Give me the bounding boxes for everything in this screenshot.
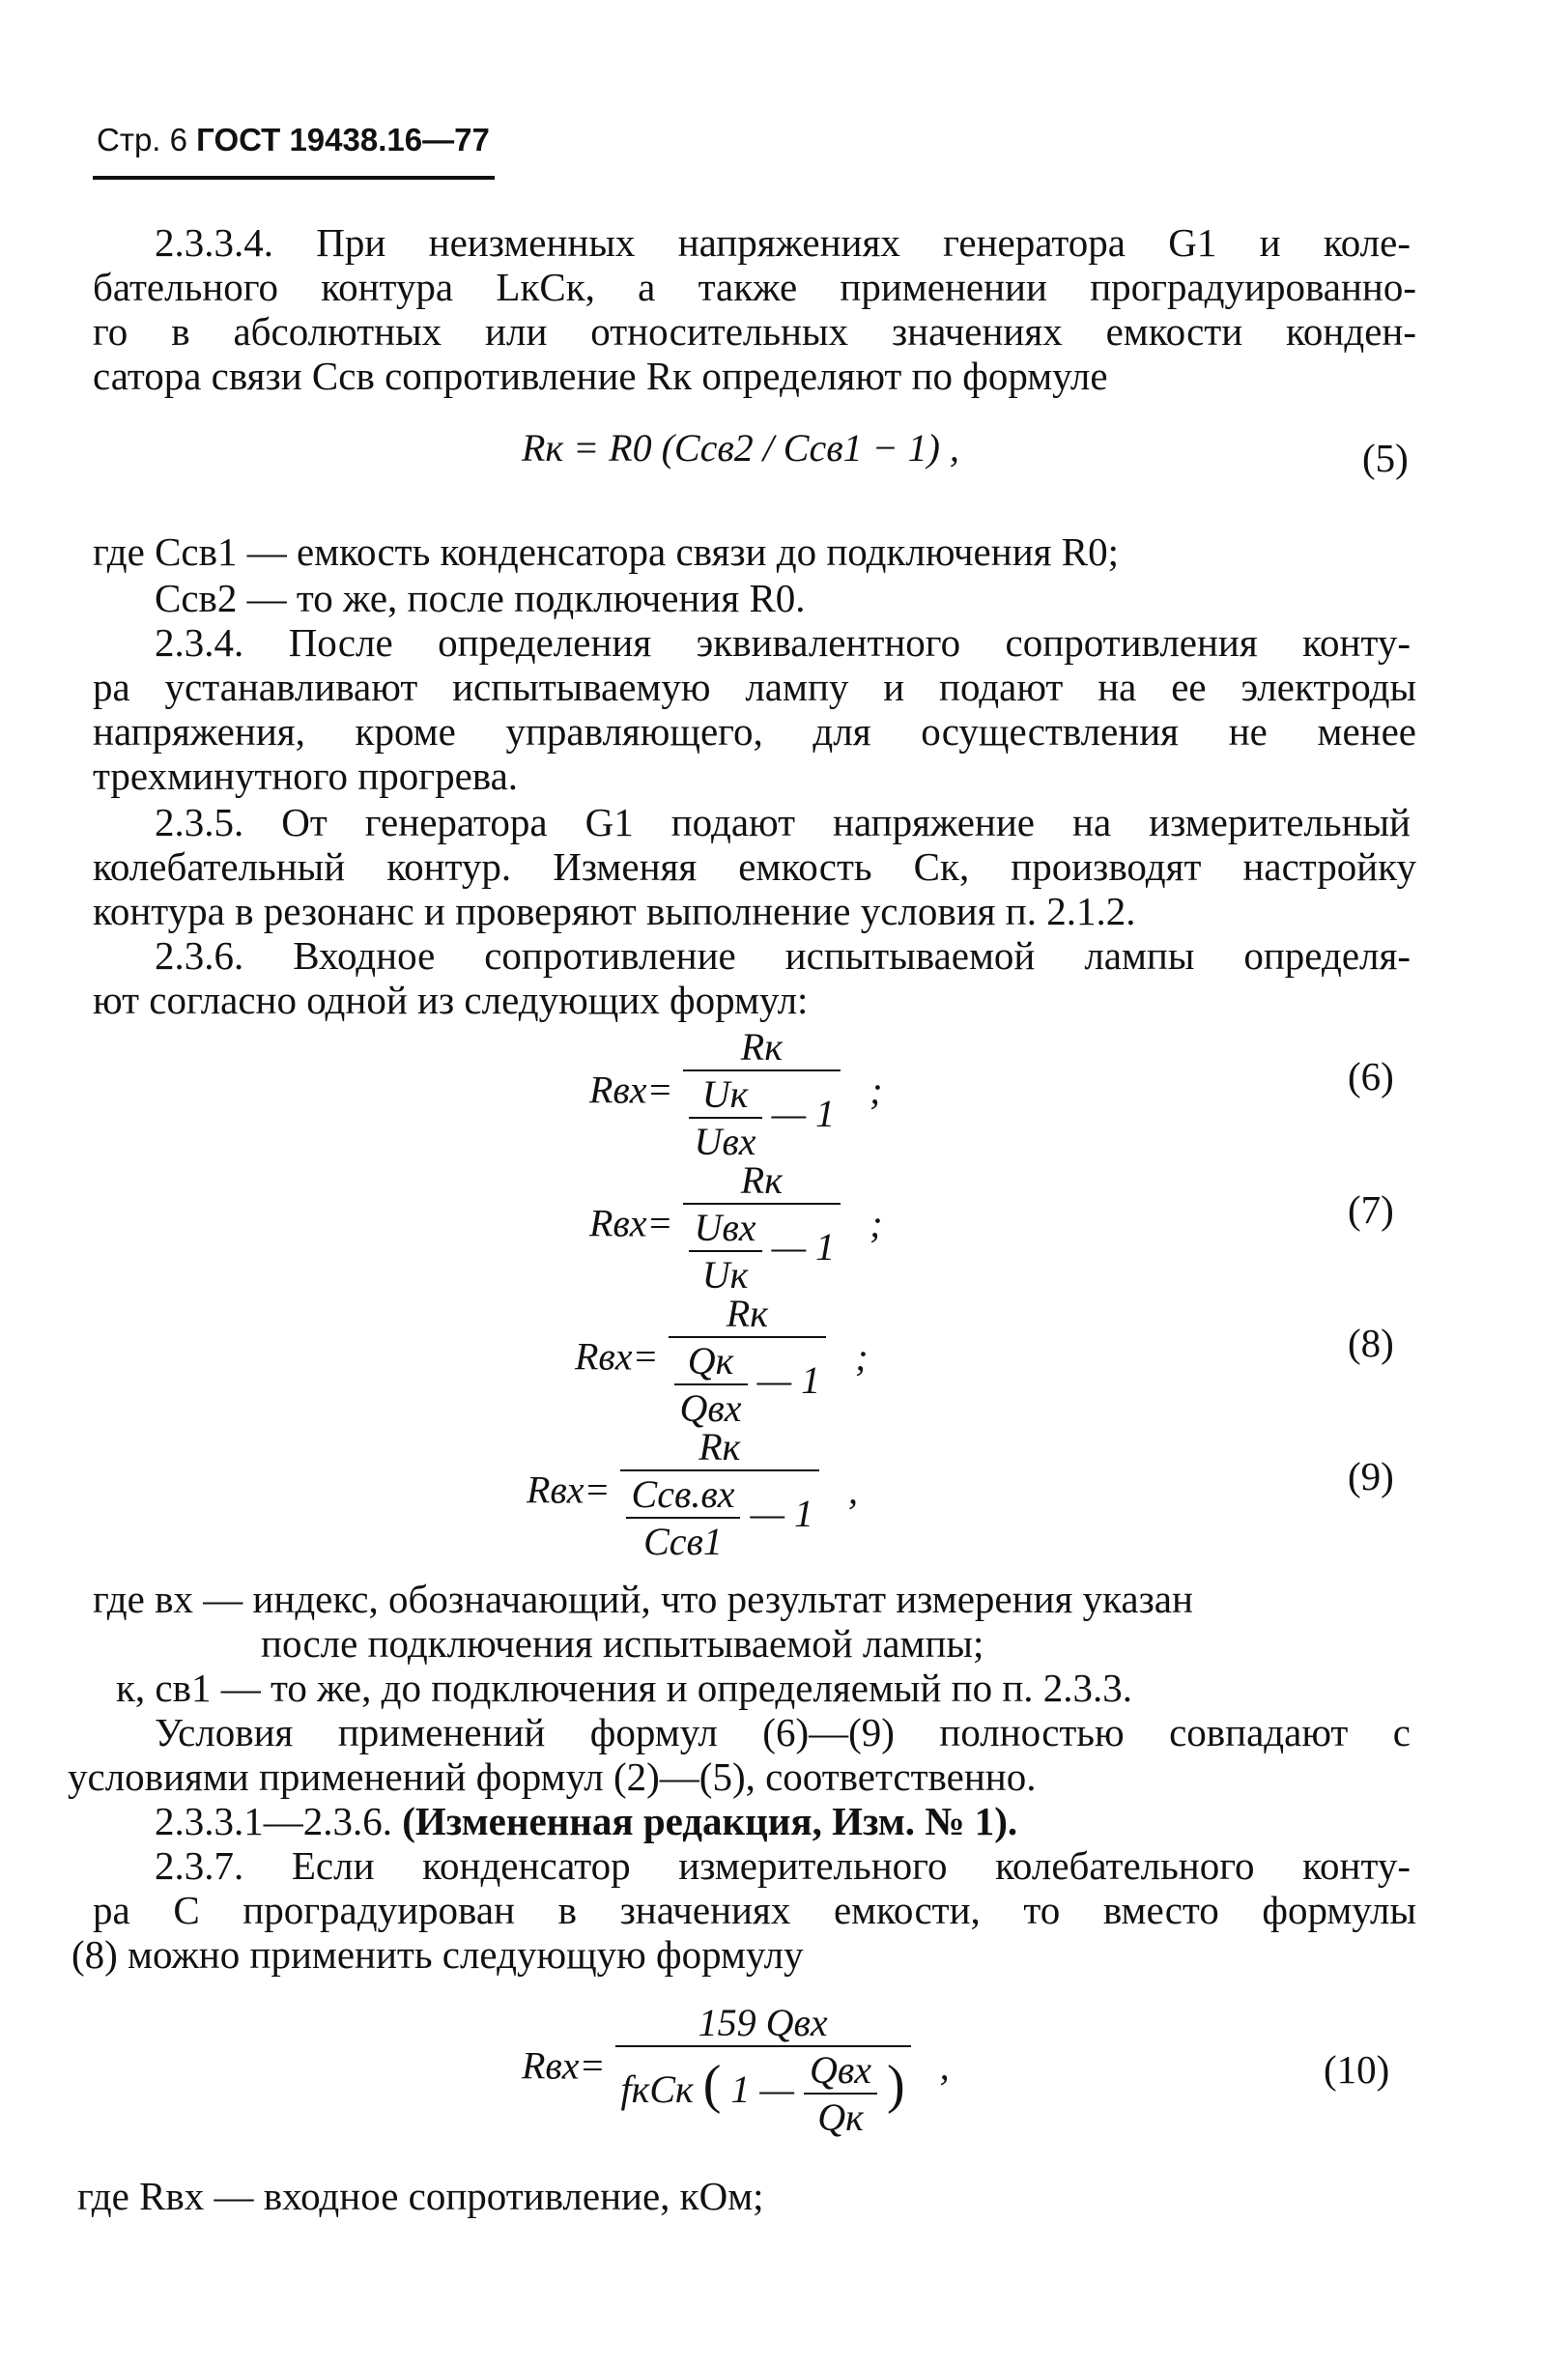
equation-8-inner-num: Qк (687, 1339, 734, 1383)
equation-7-inner-den: Uк (689, 1250, 762, 1297)
amendment-text: (Измененная редакция, Изм. № 1). (402, 1799, 1018, 1843)
equation-7-inner-fraction (689, 1205, 762, 1297)
para-237-line3: (8) можно применить следующую формулу (71, 1932, 804, 1977)
where-9-line1: где вх — индекс, обозначающий, что результат измерения указан (93, 1577, 1193, 1621)
equation-10-inner-den: Qк (804, 2093, 877, 2140)
para-234-line3: напряжения, кроме управляющего, для осуществления не менее (93, 709, 1416, 754)
equation-6 (589, 1024, 882, 1164)
equation-8-denominator (669, 1336, 827, 1431)
equation-7-minus-one: — 1 (771, 1225, 836, 1269)
equation-9-minus-one: — 1 (750, 1492, 814, 1536)
equation-10-inner-num: Qвх (810, 2048, 872, 2092)
equation-10-lhs: Rвх= (522, 2043, 606, 2088)
equation-8-inner-fraction (674, 1338, 748, 1431)
equation-9-lhs: Rвх= (527, 1468, 611, 1512)
amendment-range: 2.3.3.1—2.3.6. (155, 1799, 392, 1843)
equation-6-inner-num: Uк (701, 1072, 749, 1116)
equation-9-inner-num: Cсв.вх (631, 1472, 735, 1516)
equation-10-punct: , (939, 2043, 950, 2088)
header-rule (93, 176, 495, 180)
equation-10-paren-close: ) (887, 2055, 905, 2116)
equation-9-fraction (620, 1424, 820, 1564)
equation-10-den-prefix: fкCк (620, 2067, 694, 2112)
equation-8-fraction (669, 1291, 827, 1431)
equation-10 (522, 2000, 950, 2140)
equation-8 (575, 1291, 868, 1431)
equation-8-lhs: Rвх= (575, 1334, 659, 1379)
para-235-line1: 2.3.5. От генератора G1 подают напряжение на измерительный (155, 800, 1411, 844)
para-237-line1: 2.3.7. Если конденсатор измерительного колебательного конту- (155, 1843, 1411, 1888)
equation-6-inner-fraction (689, 1071, 762, 1164)
equation-6-number: (6) (1348, 1054, 1394, 1098)
equation-8-minus-one: — 1 (756, 1358, 821, 1403)
equation-7-punct: ; (870, 1201, 883, 1245)
para-235-line2: колебательный контур. Изменяя емкость Cк, производят настройку (93, 844, 1416, 889)
equation-8-punct: ; (855, 1334, 869, 1379)
equation-10-paren-open: ( (702, 2055, 722, 2116)
para-234-line2: ра устанавливают испытываемую лампу и подают на ее электроды (93, 665, 1416, 709)
equation-9-number: (9) (1348, 1454, 1394, 1498)
page-header (97, 122, 490, 158)
para-2334-line1: 2.3.3.4. При неизменных напряжениях генератора G1 и коле- (155, 220, 1411, 265)
para-236-line2: ют согласно одной из следующих формул: (93, 978, 809, 1022)
standard-number: ГОСТ 19438.16—77 (196, 122, 490, 157)
equation-7-lhs: Rвх= (589, 1201, 673, 1245)
equation-6-inner-den: Uвх (689, 1117, 762, 1164)
equation-6-punct: ; (870, 1068, 883, 1112)
equation-5-number: (5) (1362, 436, 1409, 480)
equation-6-minus-one: — 1 (771, 1092, 836, 1136)
equation-9 (527, 1424, 858, 1564)
equation-10-numerator: 159 Qвх (698, 2001, 828, 2044)
equation-6-fraction (683, 1024, 841, 1164)
equation-8-number: (8) (1348, 1321, 1394, 1365)
equation-10-inner: 1 — (730, 2067, 794, 2112)
where-10: где Rвх — входное сопротивление, кОм; (77, 2174, 764, 2218)
equation-8-inner-den: Qвх (674, 1383, 748, 1431)
equation-9-inner-den: Cсв1 (626, 1517, 741, 1564)
para-2334-line4: сатора связи Cсв сопротивление Rк определяют по формуле (93, 354, 1108, 398)
where-5-line2: Cсв2 — то же, после подключения R0. (155, 576, 806, 620)
conditions-line1: Условия применений формул (6)—(9) полностью совпадают с (155, 1710, 1411, 1754)
para-2334-line3: го в абсолютных или относительных значениях емкости конден- (93, 309, 1416, 354)
where-5-line1: где Cсв1 — емкость конденсатора связи до подключения R0; (93, 529, 1119, 574)
equation-5: Rк = R0 (Cсв2 / Cсв1 − 1) , (522, 426, 959, 470)
where-9-line2: после подключения испытываемой лампы; (261, 1621, 984, 1666)
para-235-line3: контура в резонанс и проверяют выполнение условия п. 2.1.2. (93, 889, 1136, 933)
equation-6-denominator (683, 1069, 841, 1164)
para-234-line4: трехминутного прогрева. (93, 754, 519, 798)
equation-10-inner-fraction (804, 2047, 877, 2140)
equation-7-fraction (683, 1157, 841, 1297)
equation-7-number: (7) (1348, 1187, 1394, 1232)
para-237-line2: ра C проградуирован в значениях емкости, то вместо формулы (93, 1888, 1416, 1932)
para-234-line1: 2.3.4. После определения эквивалентного сопротивления конту- (155, 620, 1411, 665)
equation-7-denominator (683, 1203, 841, 1297)
equation-7-inner-num: Uвх (694, 1206, 756, 1249)
equation-10-number: (10) (1324, 2047, 1390, 2092)
where-9-line3: к, св1 — то же, до подключения и определяемый по п. 2.3.3. (116, 1666, 1133, 1710)
equation-8-numerator: Rк (726, 1292, 768, 1335)
equation-6-lhs: Rвх= (589, 1068, 673, 1112)
equation-7-numerator: Rк (740, 1158, 783, 1202)
conditions-line2: условиями применений формул (2)—(5), соответственно. (68, 1754, 1037, 1799)
equation-6-numerator: Rк (740, 1025, 783, 1069)
equation-10-denominator (615, 2045, 911, 2140)
equation-10-fraction (615, 2000, 911, 2140)
equation-9-punct: , (848, 1468, 859, 1512)
equation-9-numerator: Rк (698, 1425, 741, 1468)
page-label: Стр. 6 (97, 122, 187, 157)
amendment-note (155, 1799, 1017, 1843)
equation-7 (589, 1157, 882, 1297)
para-236-line1: 2.3.6. Входное сопротивление испытываемой лампы определя- (155, 933, 1411, 978)
equation-9-denominator (620, 1469, 820, 1564)
equation-9-inner-fraction (626, 1471, 741, 1564)
para-2334-line2: бательного контура LкCк, а также применении проградуированно- (93, 265, 1416, 309)
